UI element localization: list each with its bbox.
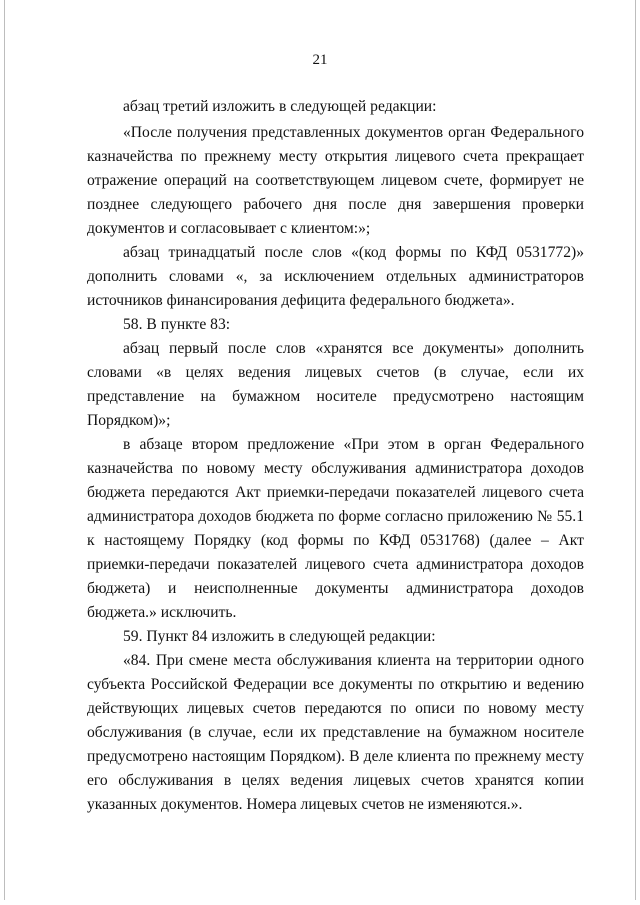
paragraph-8: «84. При смене места обслуживания клиента на территории одного субъекта Российской Федерации все документы по открытию и ведению действующих лицевых счетов передаются по описи по новому месту обслуживания (в случае, если их представление на бумажном носителе предусмотрено настоящим Порядком). В деле клиента по прежнему месту его обслуживания в целях ведения лицевых счетов хранятся копии указанных документов. Номера лицевых счетов не изменяются.». bbox=[87, 652, 584, 813]
paragraph-7: 59. Пункт 84 изложить в следующей редакции: bbox=[123, 628, 436, 645]
document-body bbox=[87, 95, 584, 817]
paragraph-4: 58. В пункте 83: bbox=[123, 316, 231, 333]
paragraph-5: абзац первый после слов «хранятся все документы» дополнить словами «в целях ведения лицевых счетов (в случае, если их представление на бумажном носителе предусмотрено настоящим Порядком)»; bbox=[87, 340, 584, 429]
paragraph-1: абзац третий изложить в следующей редакции: bbox=[123, 98, 437, 115]
page-number: 21 bbox=[312, 52, 328, 68]
paragraph-2: «После получения представленных документов орган Федерального казначейства по прежнему месту открытия лицевого счета прекращает отражение операций на соответствующем лицевом счете, формирует не позднее следующего рабочего дня после дня завершения проверки документов и согласовывает с клиентом:»; bbox=[87, 124, 584, 237]
paragraph-3: абзац тринадцатый после слов «(код формы по КФД 0531772)» дополнить словами «, за исключением отдельных администраторов источников финансирования дефицита федерального бюджета». bbox=[87, 244, 584, 309]
paragraph-6: в абзаце втором предложение «При этом в орган Федерального казначейства по новому месту обслуживания администратора доходов бюджета передаются Акт приемки-передачи показателей лицевого счета администратора доходов бюджета по форме согласно приложению № 55.1 к настоящему Порядку (код формы по КФД 0531768) (далее – Акт приемки-передачи показателей лицевого счета администратора доходов бюджета) и неисполненные документы администратора доходов бюджета.» исключить. bbox=[87, 436, 584, 621]
